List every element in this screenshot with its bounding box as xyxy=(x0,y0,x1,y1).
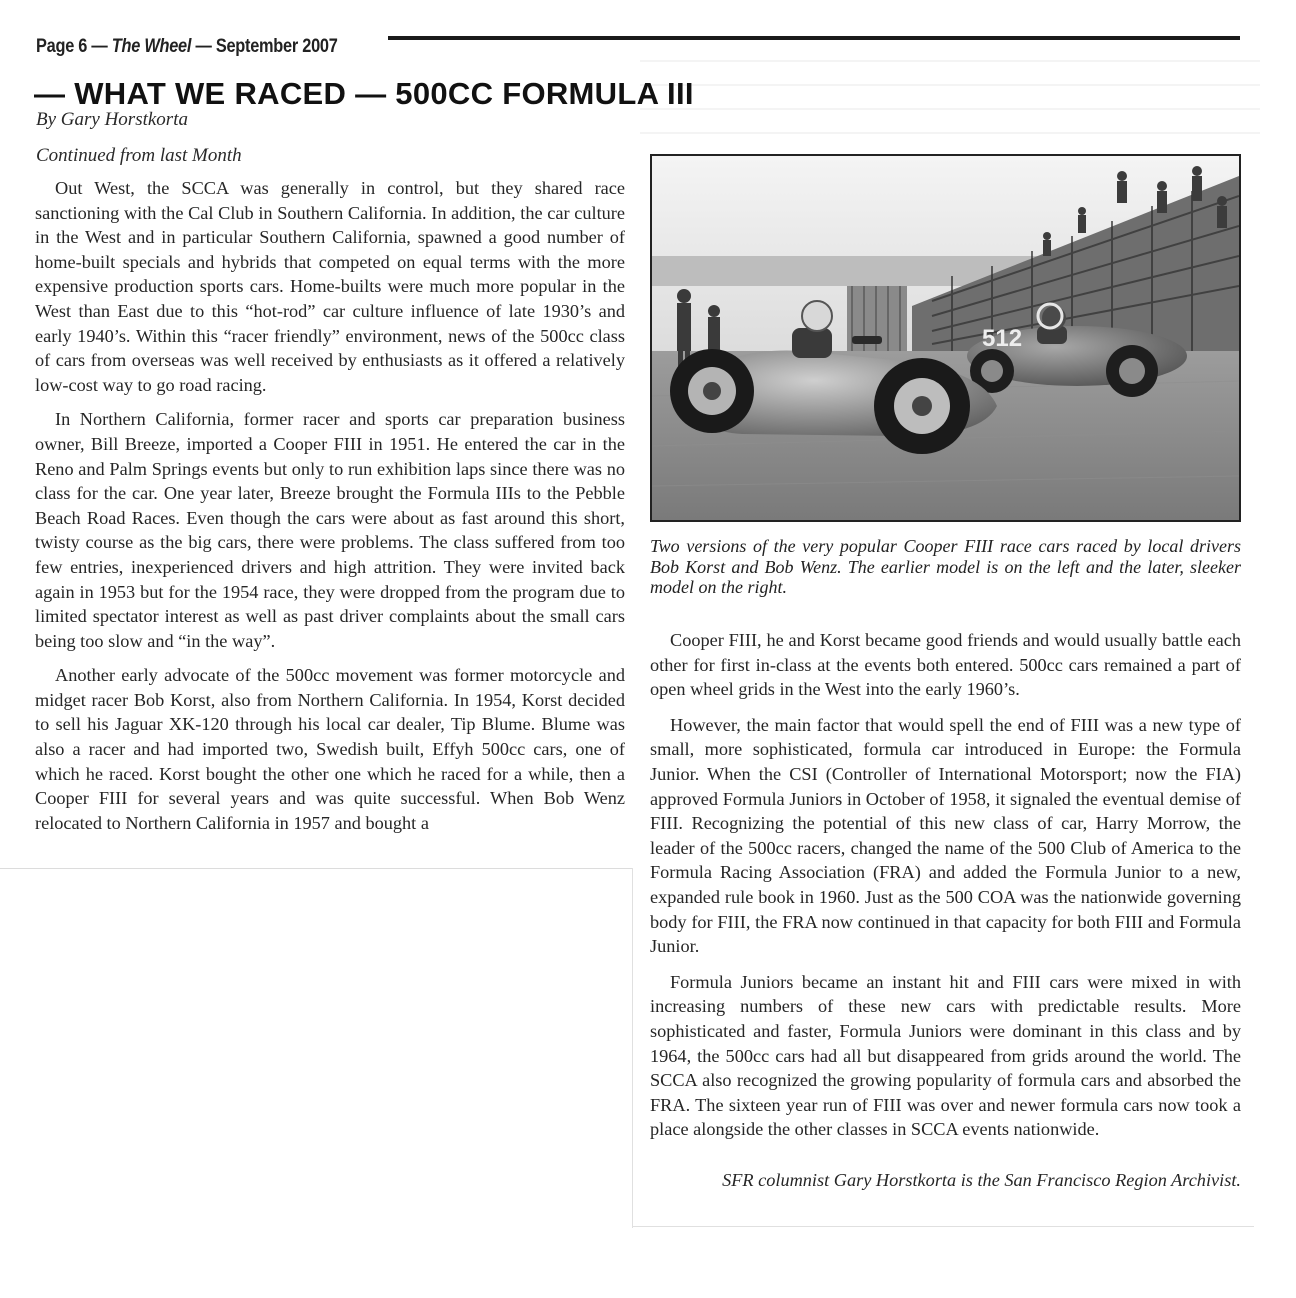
left-column xyxy=(35,176,625,845)
page-header xyxy=(36,34,1240,64)
paragraph: In Northern California, former racer and sports car preparation business owner, Bill Breeze, imported a Cooper FIII in 1951. He entered the car in the Reno and Palm Springs events but only to run exhibition laps since there was no class for the car. One year later, Breeze brought the Formula IIIs to the Pebble Beach Road Races. Even though the cars were about as fast around this short, twisty course as the big cars, there were problems. The class suffered from too few entries, inexperienced drivers and high attrition. They were invited back again in 1953 but for the 1954 race, they were dropped from the program due to limited spectator interest as well as past driver complaints about the small cars being too slow and “in the way”. xyxy=(35,409,625,651)
paragraph: Cooper FIII, he and Korst became good friends and would usually battle each other for first in-class at the events both entered. 500cc cars remained a part of open wheel grids in the West into the early 1960’s. xyxy=(650,630,1241,700)
clipping-edge xyxy=(632,1226,1254,1227)
paragraph: Formula Juniors became an instant hit and FIII cars were mixed in with increasing numbers of these new cars with predictable results. More sophisticated and faster, Formula Juniors were dominant in this class and by 1964, the 500cc cars had all but disappeared from grids around the world. The SCCA also recognized the growing popularity of formula cars and absorbed the FRA. The sixteen year run of FIII was over and newer formula cars now took a place alongside the other classes in SCCA events nationwide. xyxy=(650,971,1241,1140)
article-byline: By Gary Horstkorta xyxy=(36,109,188,130)
article-title: — WHAT WE RACED — 500CC FORMULA III xyxy=(34,76,694,111)
photo-caption: Two versions of the very popular Cooper FIII race cars raced by local drivers Bob Korst and Bob Wenz. The earlier model is on the left and the later, sleeker model on the right. xyxy=(650,536,1241,597)
race-photo-image xyxy=(652,156,1239,520)
publication-name: The Wheel xyxy=(111,36,192,57)
paragraph: However, the main factor that would spell the end of FIII was a new type of small, more sophisticated, formula car introduced in Europe: the Formula Junior. When the CSI (Controller of International Motorsport; now the FIA) approved Formula Juniors in October of 1958, it signaled the eventual demise of FIII. Recognizing the potential of this new class of car, Harry Morrow, the leader of the 500cc racers, changed the name of the 500 Club of America to the Formula Racing Association (FRA) and added the Formula Junior to a new, expanded rule book in 1960. Just as the 500 COA was the nationwide governing body for FIII, the FRA now continued in that capacity for both FIII and Formula Junior. xyxy=(650,714,1241,957)
race-photo xyxy=(650,154,1241,522)
clipping-edge xyxy=(0,868,632,869)
car-number-512: 512 xyxy=(982,325,1023,352)
header-text xyxy=(36,36,338,58)
paragraph: Out West, the SCCA was generally in control, but they shared race sanctioning with the Cal Club in Southern California. In addition, the car culture in the West and in particular Southern California, spawned a good number of home-built specials and hybrids that competed on equal terms with the more expensive production sports cars. Home-builts were much more popular in the West than East due to this “hot-rod” car culture influence of late 1930’s and early 1940’s. Within this “racer friendly” environment, news of the 500cc class of cars from overseas was well received by enthusiasts as it offered a relatively low-cost way to go road racing. xyxy=(35,178,625,395)
issue-date: — September 2007 xyxy=(195,36,338,57)
continued-note: Continued from last Month xyxy=(36,145,242,166)
clipping-edge xyxy=(632,868,633,1228)
bleed-through-area xyxy=(640,60,1260,155)
paragraph: Another early advocate of the 500cc movement was former motorcycle and midget racer Bob Korst, also from Northern California. In 1954, Korst decided to sell his Jaguar XK-120 through his local car dealer, Tip Blume. Blume was also a racer and had imported two, Swedish built, Effyh 500cc cars, one of which he raced. Korst bought the other one which he raced for a while, then a Cooper FIII for several years and was quite successful. When Bob Wenz relocated to Northern California in 1957 and bought a xyxy=(35,665,625,833)
right-column xyxy=(650,628,1241,1153)
page-number: Page 6 — xyxy=(36,36,108,57)
author-note: SFR columnist Gary Horstkorta is the San Francisco Region Archivist. xyxy=(722,1170,1241,1190)
header-rule xyxy=(388,36,1240,40)
